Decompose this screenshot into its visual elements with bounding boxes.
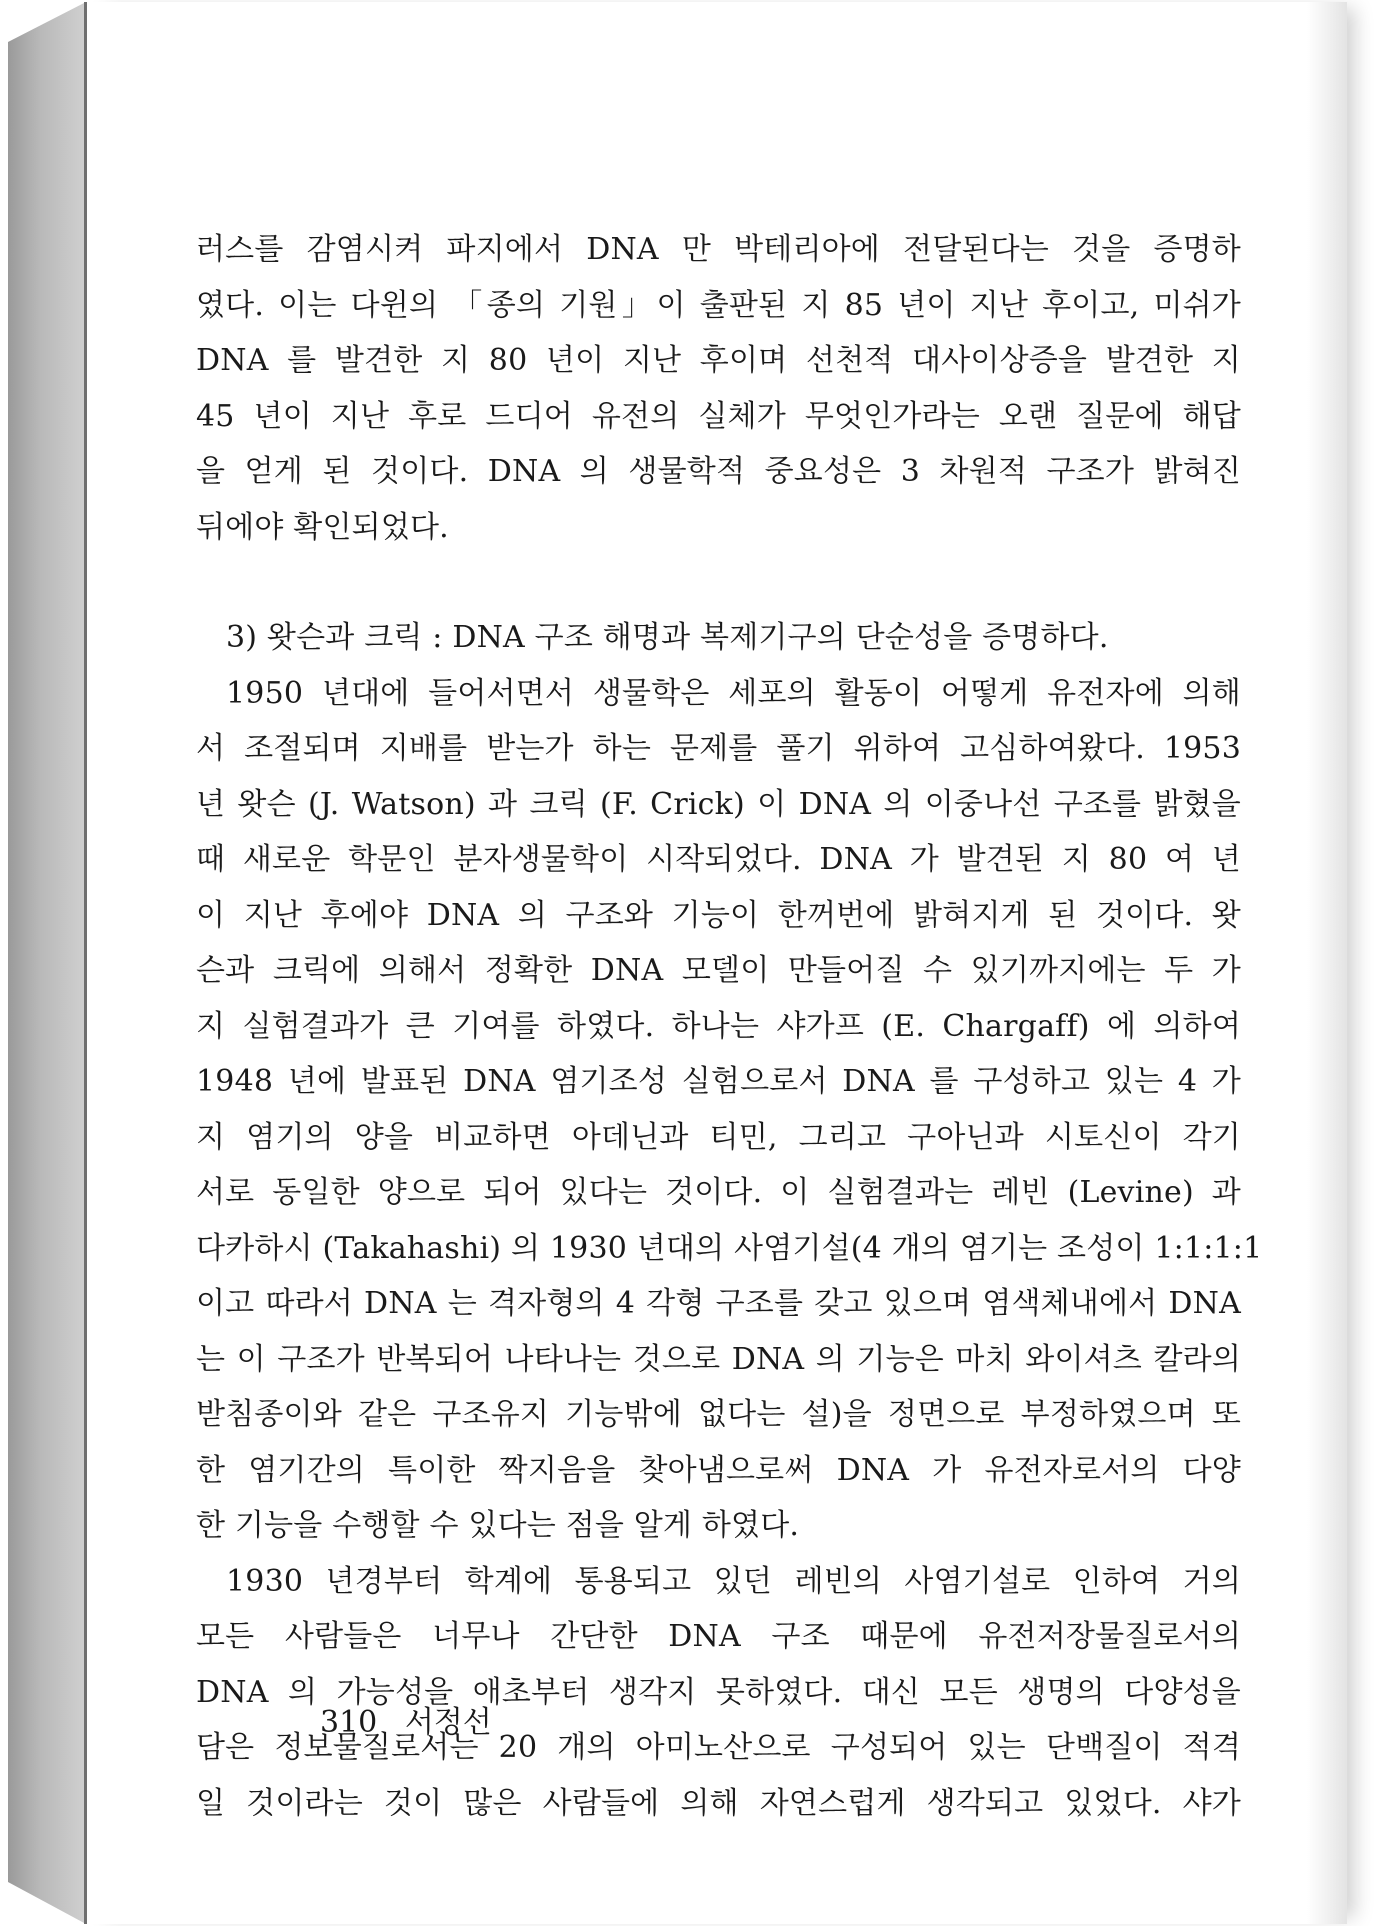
text-line: 을 얻게 된 것이다. DNA 의 생물학적 중요성은 3 차원적 구조가 밝혀진 [196,454,1241,489]
page-footer [320,1697,492,1741]
text-line: 담은 정보물질로서는 20 개의 아미노산으로 구성되어 있는 단백질이 적격 [196,1730,1241,1765]
text-line: DNA 를 발견한 지 80 년이 지난 후이며 선천적 대사이상증을 발견한 지 [196,343,1241,378]
text-line: 받침종이와 같은 구조유지 기능밖에 없다는 설)을 정면으로 부정하였으며 또 [196,1397,1241,1432]
author-name: 서정선 [404,1705,492,1740]
text-line: 45 년이 지난 후로 드디어 유전의 실체가 무엇인가라는 오랜 질문에 해답 [196,398,1241,434]
text-line: 1948 년에 발표된 DNA 염기조성 실험으로서 DNA 를 구성하고 있는 4 가 [196,1064,1241,1099]
page-shade [1307,2,1347,1924]
text-line: 지 실험결과가 큰 기여를 하였다. 하나는 샤가프 (E. Chargaff) 에 의하여 [196,1008,1241,1044]
text-line: 서 조절되며 지배를 받는가 하는 문제를 풀기 위하여 고심하여왔다. 1953 [196,731,1241,766]
text-line: DNA 의 가능성을 애초부터 생각지 못하였다. 대신 모든 생명의 다양성을 [196,1674,1241,1710]
section-heading [196,610,1241,666]
text-line: 1930 년경부터 학계에 통용되고 있던 레빈의 사염기설로 인하여 거의 [226,1563,1241,1599]
paragraph-gap [196,555,1241,610]
text-line: 때 새로운 학문인 분자생물학이 시작되었다. DNA 가 발견된 지 80 여 년 [196,842,1241,877]
text-line: 1950 년대에 들어서면서 생물학은 세포의 활동이 어떻게 유전자에 의해 [226,675,1241,711]
text-line: 일 것이라는 것이 많은 사람들에 의해 자연스럽게 생각되고 있었다. 샤가 [196,1785,1241,1821]
text-line: 한 기능을 수행할 수 있다는 점을 알게 하였다. [196,1508,800,1543]
text-line: 년 왓슨 (J. Watson) 과 크릭 (F. Crick) 이 DNA 의 이중나선 구조를 밝혔을 [196,786,1241,822]
text-line: 러스를 감염시켜 파지에서 DNA 만 박테리아에 전달된다는 것을 증명하 [196,232,1241,267]
book-spine [8,2,86,1924]
text-line: 지 염기의 양을 비교하면 아데닌과 티민, 그리고 구아닌과 시토신이 각기 [196,1119,1241,1155]
paragraph-2 [196,666,1263,1554]
text-line: 뒤에야 확인되었다. [196,509,449,545]
text-line: 이고 따라서 DNA 는 격자형의 4 각형 구조를 갖고 있으며 염색체내에서 DNA [196,1286,1241,1321]
heading-line: 3) 왓슨과 크릭 : DNA 구조 해명과 복제기구의 단순성을 증명하다. [226,620,1109,655]
text-line: 다카하시 (Takahashi) 의 1930 년대의 사염기설(4 개의 염기는 조성이 1:1:1:1 [196,1230,1263,1266]
text-line: 이 지난 후에야 DNA 의 구조와 기능이 한꺼번에 밝혀지게 된 것이다. 왓 [196,897,1241,933]
text-line: 서로 동일한 양으로 되어 있다는 것이다. 이 실험결과는 레빈 (Levine) 과 [196,1175,1241,1210]
text-line: 한 염기간의 특이한 짝지음을 찾아냄으로써 DNA 가 유전자로서의 다양 [196,1452,1241,1488]
text-line: 였다. 이는 다윈의 「종의 기원」이 출판된 지 85 년이 지난 후이고, 미쉬가 [196,287,1241,323]
text-line: 슨과 크릭에 의해서 정확한 DNA 모델이 만들어질 수 있기까지에는 두 가 [196,953,1241,988]
text-line: 모든 사람들은 너무나 간단한 DNA 구조 때문에 유전저장물질로서의 [196,1619,1241,1654]
page-number: 310 [320,1705,378,1740]
paragraph-1 [196,222,1241,555]
text-line: 는 이 구조가 반복되어 나타나는 것으로 DNA 의 기능은 마치 와이셔츠 칼라의 [196,1341,1241,1377]
paragraph-3 [196,1554,1241,1832]
page-body [196,222,1263,1831]
